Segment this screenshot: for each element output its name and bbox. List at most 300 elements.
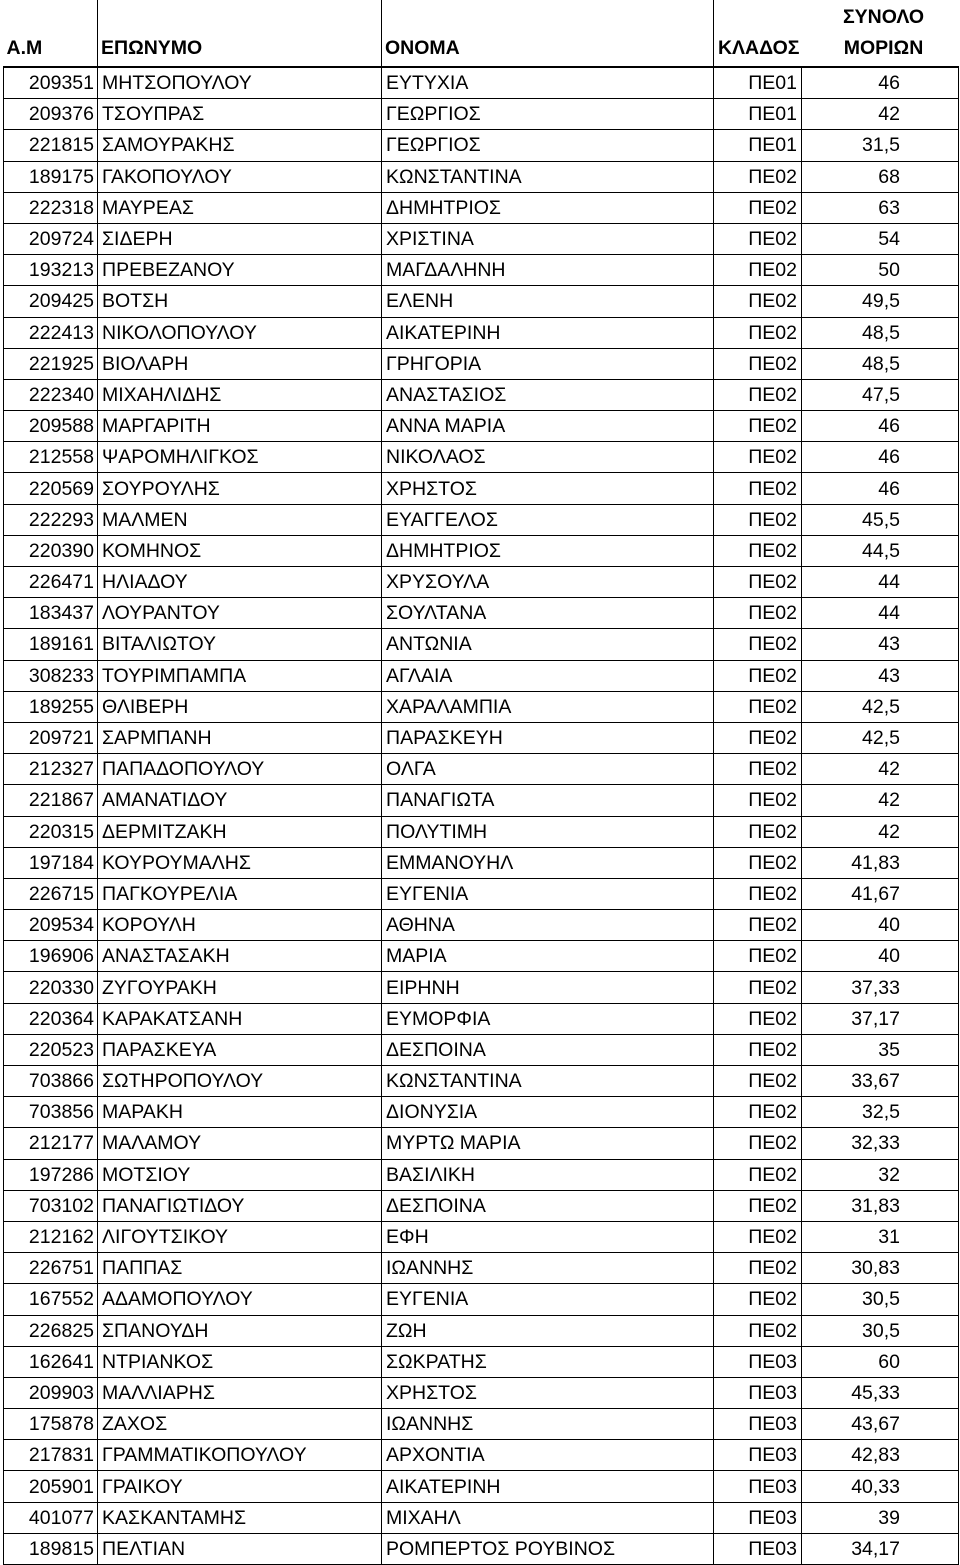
name-cell: ΧΡΗΣΤΟΣ (382, 1377, 714, 1408)
klados-cell: ΠΕ02 (714, 629, 802, 660)
moria-cell: 42 (802, 99, 959, 130)
klados-cell: ΠΕ02 (714, 1003, 802, 1034)
name-cell: ΧΡΙΣΤΙΝΑ (382, 223, 714, 254)
surname-cell: ΣΑΜΟΥΡΑΚΗΣ (98, 130, 382, 161)
name-cell: ΙΩΑΝΝΗΣ (382, 1253, 714, 1284)
table-row (4, 1097, 959, 1128)
table-row (4, 1284, 959, 1315)
klados-cell: ΠΕ02 (714, 192, 802, 223)
name-cell: ΕΦΗ (382, 1221, 714, 1252)
table-row (4, 1034, 959, 1065)
moria-cell: 30,83 (802, 1253, 959, 1284)
name-cell: ΔΙΟΝΥΣΙΑ (382, 1097, 714, 1128)
am-cell: 196906 (4, 941, 98, 972)
am-cell: 220315 (4, 816, 98, 847)
am-cell: 222413 (4, 317, 98, 348)
moria-cell: 34,17 (802, 1533, 959, 1564)
name-cell: ΔΕΣΠΟΙΝΑ (382, 1034, 714, 1065)
table-row (4, 847, 959, 878)
name-cell: ΟΛΓΑ (382, 754, 714, 785)
klados-cell: ΠΕ02 (714, 1315, 802, 1346)
klados-cell: ΠΕ02 (714, 567, 802, 598)
name-cell: ΓΕΩΡΓΙΟΣ (382, 99, 714, 130)
name-cell: ΑΙΚΑΤΕΡΙΝΗ (382, 1471, 714, 1502)
moria-cell: 37,33 (802, 972, 959, 1003)
name-cell: ΜΥΡΤΩ ΜΑΡΙΑ (382, 1128, 714, 1159)
name-cell: ΚΩΝΣΤΑΝΤΙΝΑ (382, 161, 714, 192)
am-cell: 212558 (4, 442, 98, 473)
am-cell: 212327 (4, 754, 98, 785)
surname-cell: ΜΑΥΡΕΑΣ (98, 192, 382, 223)
table-row (4, 1377, 959, 1408)
moria-cell: 46 (802, 411, 959, 442)
table-row (4, 722, 959, 753)
name-cell: ΧΑΡΑΛΑΜΠΙΑ (382, 691, 714, 722)
am-cell: 167552 (4, 1284, 98, 1315)
moria-cell: 54 (802, 223, 959, 254)
table-row (4, 348, 959, 379)
am-cell: 221815 (4, 130, 98, 161)
klados-cell: ΠΕ02 (714, 535, 802, 566)
am-cell: 209351 (4, 67, 98, 99)
header-surname: ΕΠΩΝΥΜΟ (98, 0, 382, 67)
moria-cell: 33,67 (802, 1066, 959, 1097)
surname-cell: ΠΑΝΑΓΙΩΤΙΔΟΥ (98, 1190, 382, 1221)
table-row (4, 535, 959, 566)
surname-cell: ΠΑΓΚΟΥΡΕΛΙΑ (98, 878, 382, 909)
moria-cell: 42 (802, 785, 959, 816)
name-cell: ΠΑΝΑΓΙΩΤΑ (382, 785, 714, 816)
moria-cell: 47,5 (802, 379, 959, 410)
klados-cell: ΠΕ02 (714, 1159, 802, 1190)
am-cell: 205901 (4, 1471, 98, 1502)
surname-cell: ΜΟΤΣΙΟΥ (98, 1159, 382, 1190)
name-cell: ΝΙΚΟΛΑΟΣ (382, 442, 714, 473)
table-row (4, 1190, 959, 1221)
surname-cell: ΚΑΡΑΚΑΤΣΑΝΗ (98, 1003, 382, 1034)
name-cell: ΣΩΚΡΑΤΗΣ (382, 1346, 714, 1377)
name-cell: ΕΛΕΝΗ (382, 286, 714, 317)
am-cell: 703102 (4, 1190, 98, 1221)
moria-cell: 43 (802, 629, 959, 660)
klados-cell: ΠΕ02 (714, 1253, 802, 1284)
surname-cell: ΜΙΧΑΗΛΙΔΗΣ (98, 379, 382, 410)
klados-cell: ΠΕ02 (714, 722, 802, 753)
am-cell: 209721 (4, 722, 98, 753)
surname-cell: ΠΕΛΤΙΑΝ (98, 1533, 382, 1564)
name-cell: ΙΩΑΝΝΗΣ (382, 1409, 714, 1440)
klados-cell: ΠΕ02 (714, 910, 802, 941)
table-row (4, 1066, 959, 1097)
table-row (4, 629, 959, 660)
table-row (4, 317, 959, 348)
moria-cell: 45,5 (802, 504, 959, 535)
surname-cell: ΣΙΔΕΡΗ (98, 223, 382, 254)
header-klados: ΚΛΑΔΟΣ (717, 37, 800, 59)
name-cell: ΡΟΜΠΕΡΤΟΣ ΡΟΥΒΙΝΟΣ (382, 1533, 714, 1564)
klados-cell: ΠΕ03 (714, 1502, 802, 1533)
surname-cell: ΝΤΡΙΑΝΚΟΣ (98, 1346, 382, 1377)
name-cell: ΜΑΓΔΑΛΗΝΗ (382, 255, 714, 286)
table-row (4, 754, 959, 785)
klados-cell: ΠΕ03 (714, 1533, 802, 1564)
moria-cell: 68 (802, 161, 959, 192)
klados-cell: ΠΕ03 (714, 1409, 802, 1440)
surname-cell: ΗΛΙΑΔΟΥ (98, 567, 382, 598)
table-row (4, 99, 959, 130)
am-cell: 703856 (4, 1097, 98, 1128)
table-row (4, 67, 959, 99)
table-row (4, 1159, 959, 1190)
moria-cell: 30,5 (802, 1315, 959, 1346)
klados-cell: ΠΕ02 (714, 1284, 802, 1315)
table-row (4, 255, 959, 286)
klados-cell: ΠΕ02 (714, 941, 802, 972)
klados-cell: ΠΕ02 (714, 1097, 802, 1128)
am-cell: 222318 (4, 192, 98, 223)
am-cell: 209534 (4, 910, 98, 941)
table-row (4, 1128, 959, 1159)
am-cell: 217831 (4, 1440, 98, 1471)
am-cell: 221867 (4, 785, 98, 816)
header-am: Α.Μ (4, 0, 98, 67)
header-moria (802, 0, 959, 67)
am-cell: 189815 (4, 1533, 98, 1564)
ranking-table (3, 0, 959, 1565)
table-row (4, 910, 959, 941)
surname-cell: ΣΑΡΜΠΑΝΗ (98, 722, 382, 753)
name-cell: ΚΩΝΣΤΑΝΤΙΝΑ (382, 1066, 714, 1097)
moria-cell: 32,33 (802, 1128, 959, 1159)
am-cell: 226471 (4, 567, 98, 598)
table-row (4, 941, 959, 972)
moria-cell: 39 (802, 1502, 959, 1533)
surname-cell: ΚΟΥΡΟΥΜΑΛΗΣ (98, 847, 382, 878)
surname-cell: ΣΟΥΡΟΥΛΗΣ (98, 473, 382, 504)
table-row (4, 442, 959, 473)
surname-cell: ΠΡΕΒΕΖΑΝΟΥ (98, 255, 382, 286)
surname-cell: ΔΕΡΜΙΤΖΑΚΗ (98, 816, 382, 847)
moria-cell: 31,83 (802, 1190, 959, 1221)
am-cell: 222340 (4, 379, 98, 410)
klados-cell: ΠΕ02 (714, 348, 802, 379)
surname-cell: ΤΟΥΡΙΜΠΑΜΠΑ (98, 660, 382, 691)
header-row (4, 0, 959, 67)
table-row (4, 1003, 959, 1034)
am-cell: 220390 (4, 535, 98, 566)
name-cell: ΔΕΣΠΟΙΝΑ (382, 1190, 714, 1221)
moria-cell: 60 (802, 1346, 959, 1377)
moria-cell: 43 (802, 660, 959, 691)
klados-cell: ΠΕ03 (714, 1346, 802, 1377)
moria-cell: 44 (802, 598, 959, 629)
surname-cell: ΘΛΙΒΕΡΗ (98, 691, 382, 722)
am-cell: 212177 (4, 1128, 98, 1159)
surname-cell: ΚΑΣΚΑΝΤΑΜΗΣ (98, 1502, 382, 1533)
klados-cell: ΠΕ02 (714, 754, 802, 785)
klados-cell: ΠΕ03 (714, 1471, 802, 1502)
surname-cell: ΝΙΚΟΛΟΠΟΥΛΟΥ (98, 317, 382, 348)
table-row (4, 1502, 959, 1533)
table-row (4, 598, 959, 629)
klados-cell: ΠΕ01 (714, 99, 802, 130)
name-cell: ΑΙΚΑΤΕΡΙΝΗ (382, 317, 714, 348)
moria-cell: 44,5 (802, 535, 959, 566)
surname-cell: ΛΟΥΡΑΝΤΟΥ (98, 598, 382, 629)
name-cell: ΔΗΜΗΤΡΙΟΣ (382, 192, 714, 223)
surname-cell: ΨΑΡΟΜΗΛΙΓΚΟΣ (98, 442, 382, 473)
am-cell: 212162 (4, 1221, 98, 1252)
klados-cell: ΠΕ02 (714, 785, 802, 816)
moria-cell: 50 (802, 255, 959, 286)
am-cell: 193213 (4, 255, 98, 286)
am-cell: 226715 (4, 878, 98, 909)
klados-cell: ΠΕ02 (714, 317, 802, 348)
am-cell: 308233 (4, 660, 98, 691)
table-row (4, 1346, 959, 1377)
surname-cell: ΓΑΚΟΠΟΥΛΟΥ (98, 161, 382, 192)
surname-cell: ΚΟΡΟΥΛΗ (98, 910, 382, 941)
table-row (4, 130, 959, 161)
surname-cell: ΒΙΤΑΛΙΩΤΟΥ (98, 629, 382, 660)
am-cell: 401077 (4, 1502, 98, 1533)
name-cell: ΑΝΑΣΤΑΣΙΟΣ (382, 379, 714, 410)
table-row (4, 161, 959, 192)
name-cell: ΣΟΥΛΤΑΝΑ (382, 598, 714, 629)
name-cell: ΧΡΥΣΟΥΛΑ (382, 567, 714, 598)
surname-cell: ΠΑΡΑΣΚΕΥΑ (98, 1034, 382, 1065)
klados-cell: ΠΕ02 (714, 379, 802, 410)
klados-cell: ΠΕ01 (714, 67, 802, 99)
moria-cell: 31 (802, 1221, 959, 1252)
klados-cell: ΠΕ02 (714, 255, 802, 286)
am-cell: 197286 (4, 1159, 98, 1190)
klados-cell: ΠΕ02 (714, 442, 802, 473)
moria-cell: 31,5 (802, 130, 959, 161)
am-cell: 226825 (4, 1315, 98, 1346)
surname-cell: ΠΑΠΑΔΟΠΟΥΛΟΥ (98, 754, 382, 785)
moria-cell: 42,83 (802, 1440, 959, 1471)
am-cell: 189161 (4, 629, 98, 660)
table-row (4, 1315, 959, 1346)
name-cell: ΕΜΜΑΝΟΥΗΛ (382, 847, 714, 878)
moria-cell: 42 (802, 754, 959, 785)
table-row (4, 1253, 959, 1284)
surname-cell: ΑΜΑΝΑΤΙΔΟΥ (98, 785, 382, 816)
moria-cell: 46 (802, 473, 959, 504)
table-row (4, 660, 959, 691)
table-row (4, 1533, 959, 1564)
name-cell: ΜΙΧΑΗΛ (382, 1502, 714, 1533)
am-cell: 209376 (4, 99, 98, 130)
name-cell: ΓΡΗΓΟΡΙΑ (382, 348, 714, 379)
surname-cell: ΜΑΡΑΚΗ (98, 1097, 382, 1128)
klados-cell: ΠΕ02 (714, 878, 802, 909)
name-cell: ΕΥΓΕΝΙΑ (382, 878, 714, 909)
am-cell: 703866 (4, 1066, 98, 1097)
klados-cell: ΠΕ02 (714, 504, 802, 535)
name-cell: ΓΕΩΡΓΙΟΣ (382, 130, 714, 161)
surname-cell: ΜΑΛΛΙΑΡΗΣ (98, 1377, 382, 1408)
table-row (4, 972, 959, 1003)
klados-cell: ΠΕ02 (714, 847, 802, 878)
name-cell: ΑΡΧΟΝΤΙΑ (382, 1440, 714, 1471)
moria-cell: 30,5 (802, 1284, 959, 1315)
surname-cell: ΠΑΠΠΑΣ (98, 1253, 382, 1284)
klados-cell: ΠΕ02 (714, 1128, 802, 1159)
table-row (4, 379, 959, 410)
surname-cell: ΣΩΤΗΡΟΠΟΥΛΟΥ (98, 1066, 382, 1097)
klados-cell: ΠΕ03 (714, 1377, 802, 1408)
table-row (4, 504, 959, 535)
am-cell: 209425 (4, 286, 98, 317)
surname-cell: ΑΝΑΣΤΑΣΑΚΗ (98, 941, 382, 972)
klados-cell: ΠΕ02 (714, 161, 802, 192)
surname-cell: ΓΡΑΜΜΑΤΙΚΟΠΟΥΛΟΥ (98, 1440, 382, 1471)
moria-cell: 63 (802, 192, 959, 223)
klados-cell: ΠΕ02 (714, 1221, 802, 1252)
table-row (4, 473, 959, 504)
surname-cell: ΓΡΑΙΚΟΥ (98, 1471, 382, 1502)
name-cell: ΠΑΡΑΣΚΕΥΗ (382, 722, 714, 753)
klados-cell: ΠΕ02 (714, 223, 802, 254)
moria-cell: 42,5 (802, 722, 959, 753)
surname-cell: ΣΠΑΝΟΥΔΗ (98, 1315, 382, 1346)
moria-cell: 40 (802, 941, 959, 972)
name-cell: ΜΑΡΙΑ (382, 941, 714, 972)
name-cell: ΒΑΣΙΛΙΚΗ (382, 1159, 714, 1190)
am-cell: 189255 (4, 691, 98, 722)
name-cell: ΕΙΡΗΝΗ (382, 972, 714, 1003)
table-row (4, 411, 959, 442)
moria-cell: 42,5 (802, 691, 959, 722)
moria-cell: 44 (802, 567, 959, 598)
name-cell: ΕΥΤΥΧΙΑ (382, 67, 714, 99)
surname-cell: ΑΔΑΜΟΠΟΥΛΟΥ (98, 1284, 382, 1315)
am-cell: 209903 (4, 1377, 98, 1408)
moria-cell: 41,83 (802, 847, 959, 878)
table-row (4, 223, 959, 254)
moria-cell: 46 (802, 67, 959, 99)
name-cell: ΑΝΤΩΝΙΑ (382, 629, 714, 660)
am-cell: 222293 (4, 504, 98, 535)
name-cell: ΑΓΛΑΙΑ (382, 660, 714, 691)
surname-cell: ΒΙΟΛΑΡΗ (98, 348, 382, 379)
table-row (4, 1409, 959, 1440)
klados-cell: ΠΕ02 (714, 660, 802, 691)
header-moria-line2: ΜΟΡΙΩΝ (843, 37, 924, 59)
moria-cell: 49,5 (802, 286, 959, 317)
am-cell: 209724 (4, 223, 98, 254)
table-row (4, 286, 959, 317)
am-cell: 220569 (4, 473, 98, 504)
klados-cell: ΠΕ01 (714, 130, 802, 161)
am-cell: 221925 (4, 348, 98, 379)
table-row (4, 878, 959, 909)
moria-cell: 48,5 (802, 317, 959, 348)
am-cell: 162641 (4, 1346, 98, 1377)
name-cell: ΧΡΗΣΤΟΣ (382, 473, 714, 504)
am-cell: 220330 (4, 972, 98, 1003)
moria-cell: 43,67 (802, 1409, 959, 1440)
klados-cell: ΠΕ02 (714, 691, 802, 722)
am-cell: 183437 (4, 598, 98, 629)
klados-cell: ΠΕ02 (714, 473, 802, 504)
surname-cell: ΤΣΟΥΠΡΑΣ (98, 99, 382, 130)
table-row (4, 567, 959, 598)
moria-cell: 45,33 (802, 1377, 959, 1408)
klados-cell: ΠΕ02 (714, 1066, 802, 1097)
moria-cell: 32 (802, 1159, 959, 1190)
name-cell: ΖΩΗ (382, 1315, 714, 1346)
ranking-sheet (3, 0, 959, 1565)
table-row (4, 691, 959, 722)
table-row (4, 1471, 959, 1502)
klados-cell: ΠΕ02 (714, 816, 802, 847)
surname-cell: ΜΗΤΣΟΠΟΥΛΟΥ (98, 67, 382, 99)
name-cell: ΑΝΝΑ ΜΑΡΙΑ (382, 411, 714, 442)
table-row (4, 1221, 959, 1252)
surname-cell: ΜΑΡΓΑΡΙΤΗ (98, 411, 382, 442)
name-cell: ΔΗΜΗΤΡΙΟΣ (382, 535, 714, 566)
klados-cell: ΠΕ02 (714, 598, 802, 629)
am-cell: 197184 (4, 847, 98, 878)
klados-cell: ΠΕ03 (714, 1440, 802, 1471)
moria-cell: 37,17 (802, 1003, 959, 1034)
header-name: ΟΝΟΜΑ (382, 0, 714, 67)
surname-cell: ΒΟΤΣΗ (98, 286, 382, 317)
name-cell: ΑΘΗΝΑ (382, 910, 714, 941)
table-row (4, 192, 959, 223)
name-cell: ΠΟΛΥΤΙΜΗ (382, 816, 714, 847)
klados-cell: ΠΕ02 (714, 1034, 802, 1065)
am-cell: 226751 (4, 1253, 98, 1284)
table-header (4, 0, 959, 67)
moria-cell: 46 (802, 442, 959, 473)
table-row (4, 785, 959, 816)
klados-cell: ΠΕ02 (714, 1190, 802, 1221)
am-cell: 220523 (4, 1034, 98, 1065)
moria-cell: 40,33 (802, 1471, 959, 1502)
surname-cell: ΚΟΜΗΝΟΣ (98, 535, 382, 566)
klados-cell: ΠΕ02 (714, 972, 802, 1003)
moria-cell: 40 (802, 910, 959, 941)
surname-cell: ΛΙΓΟΥΤΣΙΚΟΥ (98, 1221, 382, 1252)
am-cell: 175878 (4, 1409, 98, 1440)
am-cell: 189175 (4, 161, 98, 192)
moria-cell: 42 (802, 816, 959, 847)
surname-cell: ΜΑΛΑΜΟΥ (98, 1128, 382, 1159)
table-row (4, 1440, 959, 1471)
header-moria-line1: ΣΥΝΟΛΟ (842, 6, 925, 28)
moria-cell: 48,5 (802, 348, 959, 379)
am-cell: 220364 (4, 1003, 98, 1034)
am-cell: 209588 (4, 411, 98, 442)
moria-cell: 32,5 (802, 1097, 959, 1128)
klados-cell: ΠΕ02 (714, 411, 802, 442)
surname-cell: ΖΥΓΟΥΡΑΚΗ (98, 972, 382, 1003)
moria-cell: 41,67 (802, 878, 959, 909)
table-row (4, 816, 959, 847)
name-cell: ΕΥΜΟΡΦΙΑ (382, 1003, 714, 1034)
moria-cell: 35 (802, 1034, 959, 1065)
name-cell: ΕΥΓΕΝΙΑ (382, 1284, 714, 1315)
surname-cell: ΖΑΧΟΣ (98, 1409, 382, 1440)
table-body (4, 67, 959, 1565)
name-cell: ΕΥΑΓΓΕΛΟΣ (382, 504, 714, 535)
surname-cell: ΜΑΛΜΕΝ (98, 504, 382, 535)
klados-cell: ΠΕ02 (714, 286, 802, 317)
